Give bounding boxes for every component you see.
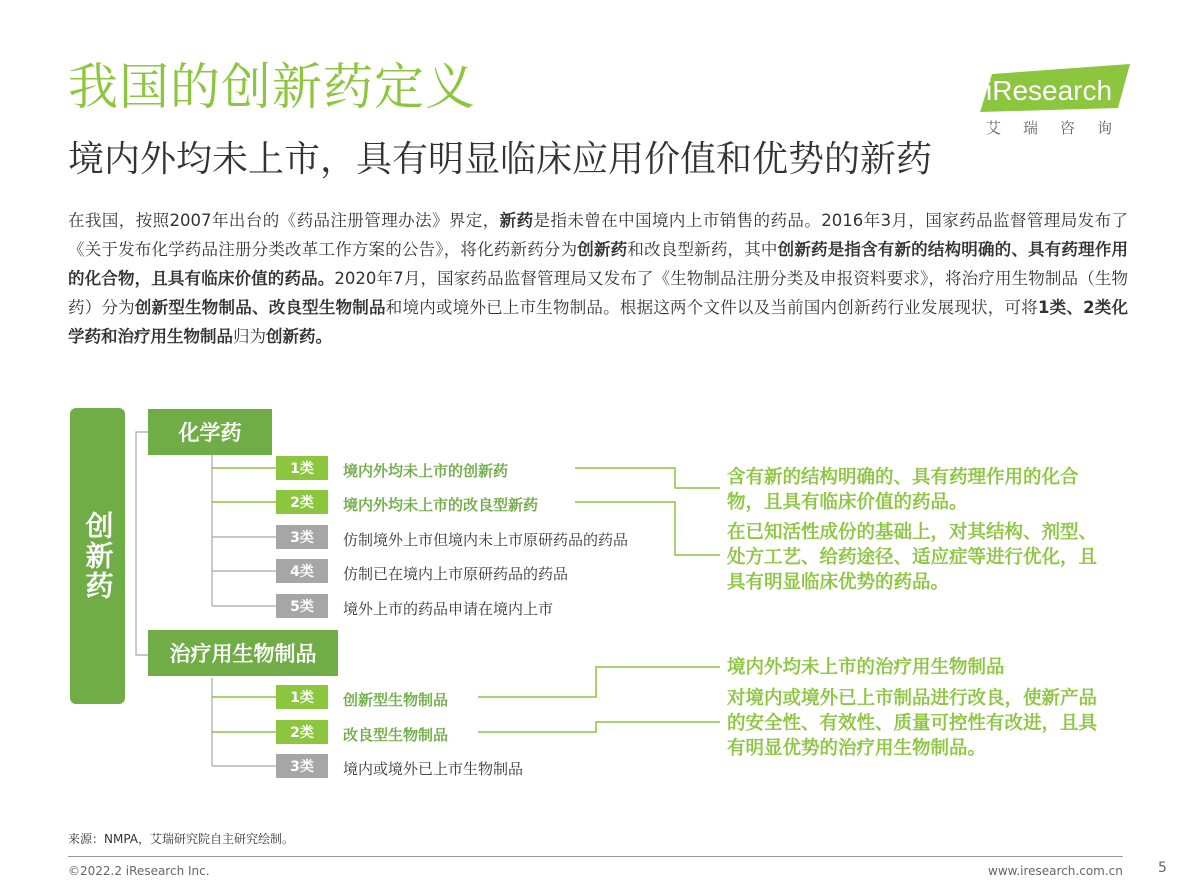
bio-innovative-description: 境内外均未上市的治疗用生物制品 xyxy=(727,657,1005,678)
chem-class-5-badge: 5类 xyxy=(276,594,328,618)
chem-class-3-badge: 3类 xyxy=(276,525,328,549)
chem-class-4-badge: 4类 xyxy=(276,559,328,583)
chem-improved-description: 在已知活性成份的基础上，对其结构、剂型、处方工艺、给药途径、适应症等进行优化，且具有明显临床优势的药品。 xyxy=(727,522,1098,593)
chem-class-5-text: 境外上市的药品申请在境内上市 xyxy=(343,600,554,618)
logo-chinese-name: 艾瑞咨询 xyxy=(986,119,1135,137)
footer-divider xyxy=(68,856,1123,857)
page-number: 5 xyxy=(1158,860,1167,876)
chem-innovative-description: 含有新的结构明确的、具有药理作用的化合物，且具有临床价值的药品。 xyxy=(727,467,1079,513)
chem-class-1-badge: 1类 xyxy=(276,456,328,480)
website-link[interactable]: www.iresearch.com.cn xyxy=(988,864,1123,878)
chem-class-2-text: 境内外均未上市的改良型新药 xyxy=(343,496,539,514)
chemical-drug-box: 化学药 xyxy=(148,409,272,455)
page-title: 我国的创新药定义 xyxy=(68,58,476,116)
chem-class-1-text: 境内外均未上市的创新药 xyxy=(343,462,509,480)
page-subtitle: 境内外均未上市，具有明显临床应用价值和优势的新药 xyxy=(68,139,933,180)
logo-text: iResearch xyxy=(986,75,1113,106)
chem-class-3-text: 仿制境外上市但境内未上市原研药品的药品 xyxy=(343,531,629,549)
bio-class-1-text: 创新型生物制品 xyxy=(343,691,449,709)
intro-paragraph: 在我国，按照2007年出台的《药品注册管理办法》界定，新药是指未曾在中国境内上市销售的药品。2016年3月，国家药品监督管理局发布了《关于发布化学药品注册分类改革工作方案的公告》，将化药新药分为创新药和改良型新药，其中创新药是指含有新的结构明确的、具有药理作用的化合物，且具有临床价值的药品。2020年7月，国家药品监督管理局又发布了《生物制品注册分类及申报资料要求》，将治疗用生物制品（生物药）分为创新型生物制品、改良型生物制品和境内或境外已上市生物制品。根据这两个文件以及当前国内创新药行业发展现状，可将1类、2类化学药和治疗用生物制品归为创新药。 xyxy=(68,211,1129,346)
bio-improved-description: 对境内或境外已上市制品进行改良，使新产品的安全性、有效性、质量可控性有改进，且具有明显优势的治疗用生物制品。 xyxy=(727,688,1098,759)
bio-class-2-badge: 2类 xyxy=(276,720,328,744)
bio-class-3-text: 境内或境外已上市生物制品 xyxy=(343,760,524,778)
copyright: ©2022.2 iResearch Inc. xyxy=(68,864,210,878)
innovative-drug-label: 创新药 xyxy=(70,408,125,704)
bio-class-1-badge: 1类 xyxy=(276,685,328,709)
bio-class-2-text: 改良型生物制品 xyxy=(343,726,449,744)
bio-class-3-badge: 3类 xyxy=(276,754,328,778)
source-note: 来源：NMPA，艾瑞研究院自主研究绘制。 xyxy=(68,832,295,846)
chem-class-2-badge: 2类 xyxy=(276,490,328,514)
biologics-box: 治疗用生物制品 xyxy=(148,630,338,676)
chem-class-4-text: 仿制已在境内上市原研药品的药品 xyxy=(343,565,569,583)
